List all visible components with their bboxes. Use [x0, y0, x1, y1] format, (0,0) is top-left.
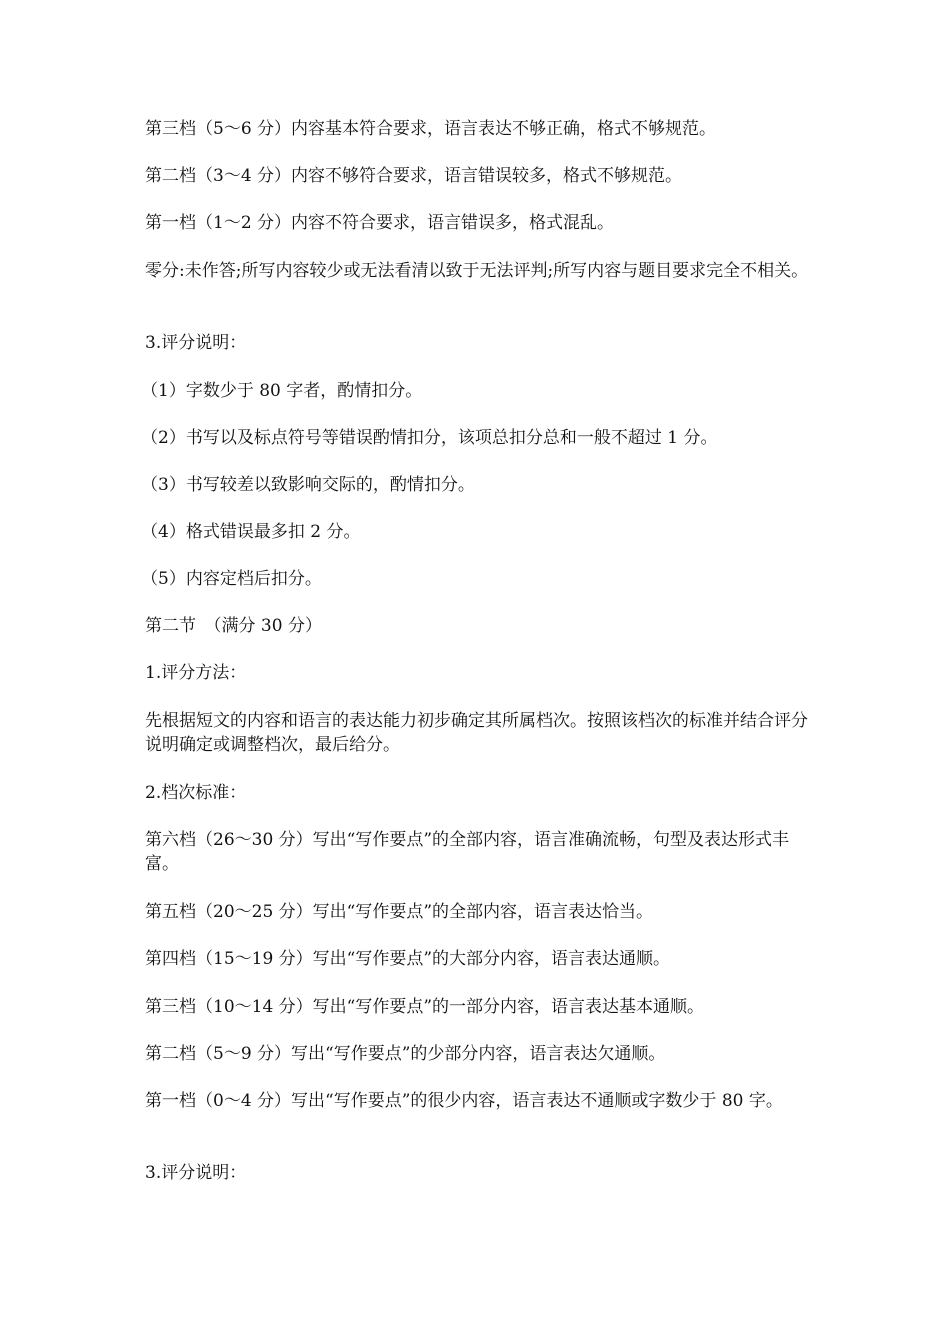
scoring-notes-heading-2: 3.评分说明：	[145, 1163, 247, 1183]
scoring-note-1: （1）字数少于 80 字者，酌情扣分。	[141, 381, 423, 401]
grade-3-criteria-section-2: 第三档（10～14 分）写出“写作要点”的一部分内容，语言表达基本通顺。	[145, 997, 705, 1017]
scoring-note-3: （3）书写较差以致影响交际的，酌情扣分。	[141, 475, 475, 495]
zero-score-criteria: 零分:未作答;所写内容较少或无法看清以致于无法评判;所写内容与题目要求完全不相关。	[145, 261, 809, 281]
grade-standards-heading: 2.档次标准：	[145, 783, 247, 803]
grade-4-criteria: 第四档（15～19 分）写出“写作要点”的大部分内容，语言表达通顺。	[145, 949, 671, 969]
scoring-notes-heading: 3.评分说明：	[145, 333, 247, 353]
scoring-method-text: 先根据短文的内容和语言的表达能力初步确定其所属档次。按照该档次的标准并结合评分说明确定或调整档次，最后给分。	[145, 711, 808, 755]
grade-1-criteria: 第一档（1～2 分）内容不符合要求，语言错误多，格式混乱。	[145, 213, 615, 233]
grade-5-criteria: 第五档（20～25 分）写出“写作要点”的全部内容，语言表达恰当。	[145, 902, 654, 922]
scoring-note-2: （2）书写以及标点符号等错误酌情扣分，该项总扣分总和一般不超过 1 分。	[141, 428, 718, 448]
grade-2-criteria: 第二档（3～4 分）内容不够符合要求，语言错误较多，格式不够规范。	[145, 166, 683, 186]
section-2-heading: 第二节 （满分 30 分）	[145, 616, 322, 636]
grade-6-criteria: 第六档（26～30 分）写出“写作要点”的全部内容，语言准确流畅，句型及表达形式丰富。	[145, 830, 790, 874]
grade-3-criteria: 第三档（5～6 分）内容基本符合要求，语言表达不够正确，格式不够规范。	[145, 119, 717, 139]
scoring-method-heading: 1.评分方法：	[145, 663, 247, 683]
scoring-note-5: （5）内容定档后扣分。	[141, 569, 322, 589]
grade-1-criteria-section-2: 第一档（0～4 分）写出“写作要点”的很少内容，语言表达不通顺或字数少于 80 字。	[145, 1091, 783, 1111]
grade-2-criteria-section-2: 第二档（5～9 分）写出“写作要点”的少部分内容，语言表达欠通顺。	[145, 1044, 666, 1064]
scoring-note-4: （4）格式错误最多扣 2 分。	[141, 522, 361, 542]
